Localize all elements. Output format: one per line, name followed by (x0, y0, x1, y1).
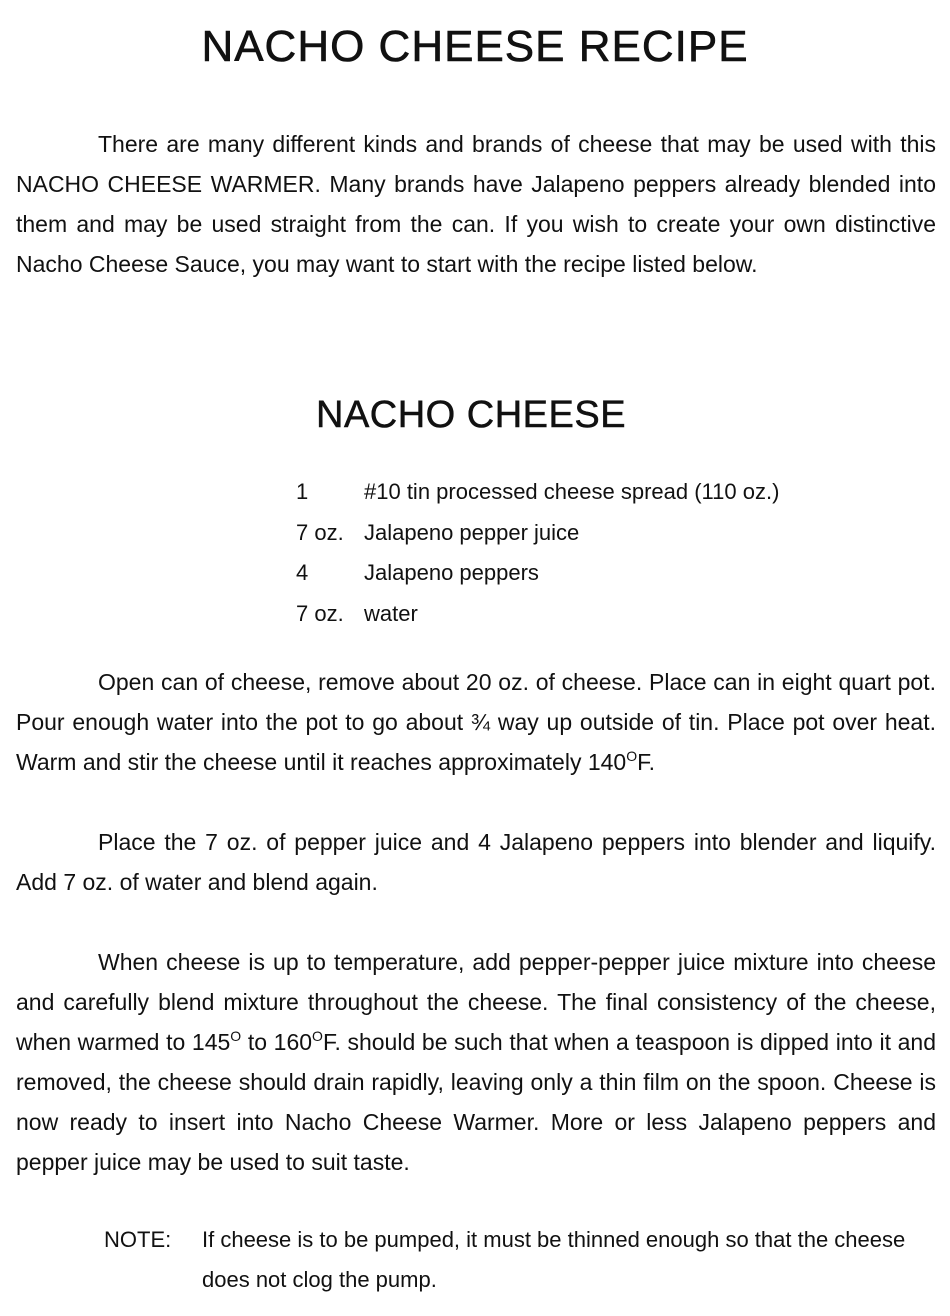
note-block (104, 1220, 944, 1300)
instruction-step-2: Place the 7 oz. of pepper juice and 4 Jalapeno peppers into blender and liquify. Add 7 oz. of water and blend again. (16, 829, 936, 895)
step-3-text-a: When cheese is up to temperature, add pepper-pepper juice mixture into cheese and carefully blend mixture throughout the cheese. The final consistency of the cheese, when warmed to 145 (16, 949, 936, 1055)
step-3-text-c: F. should be such that when a teaspoon is dipped into it and removed, the cheese should drain rapidly, leaving only a thin film on the spoon. Cheese is now ready to insert into Nacho Cheese Warmer. More or less Jalapeno peppers and pepper juice may be used to suit taste. (16, 1029, 936, 1175)
ingredient-name: water (364, 600, 418, 626)
ingredient-quantity: 7 oz. (296, 519, 344, 545)
ingredient-name: Jalapeno pepper juice (364, 519, 580, 545)
note-text: If cheese is to be pumped, it must be thinned enough so that the cheese does not clog the pump. (202, 1227, 906, 1292)
recipe-title: NACHO CHEESE (316, 394, 627, 436)
note-label: NOTE: (104, 1227, 172, 1252)
ingredient-quantity: 7 oz. (296, 600, 344, 626)
ingredient-item (296, 594, 779, 635)
step-1-unit: F. (637, 749, 655, 775)
ingredient-quantity: 1 (296, 479, 309, 504)
degree-mark: O (230, 1028, 242, 1044)
page-title: NACHO CHEESE RECIPE (201, 22, 749, 71)
ingredient-name: Jalapeno peppers (364, 560, 539, 585)
step-3-text-b: to 160 (241, 1029, 313, 1055)
intro-paragraph: There are many different kinds and brands of cheese that may be used with this NACHO CHEESE WARMER. Many brands have Jalapeno peppers already blended into them and may be used straight from the can. If you wish to create your own distinctive Nacho Cheese Sauce, you may want to start with the recipe listed below. (16, 131, 936, 277)
ingredient-item (296, 472, 779, 513)
ingredient-name: #10 tin processed cheese spread (110 oz.) (364, 479, 780, 504)
degree-mark: O (626, 748, 638, 764)
ingredient-item (296, 513, 779, 554)
instruction-step-1 (16, 662, 936, 782)
instruction-step-3 (16, 942, 936, 1182)
step-1-text: Open can of cheese, remove about 20 oz. of cheese. Place can in eight quart pot. Pour enough water into the pot to go about ¾ way up outside of tin. Place pot over heat. Warm and stir the cheese until it reaches approximately 140 (16, 669, 936, 775)
ingredient-list (296, 472, 779, 634)
degree-mark: O (312, 1028, 323, 1044)
ingredient-quantity: 4 (296, 560, 309, 585)
ingredient-item (296, 553, 779, 594)
